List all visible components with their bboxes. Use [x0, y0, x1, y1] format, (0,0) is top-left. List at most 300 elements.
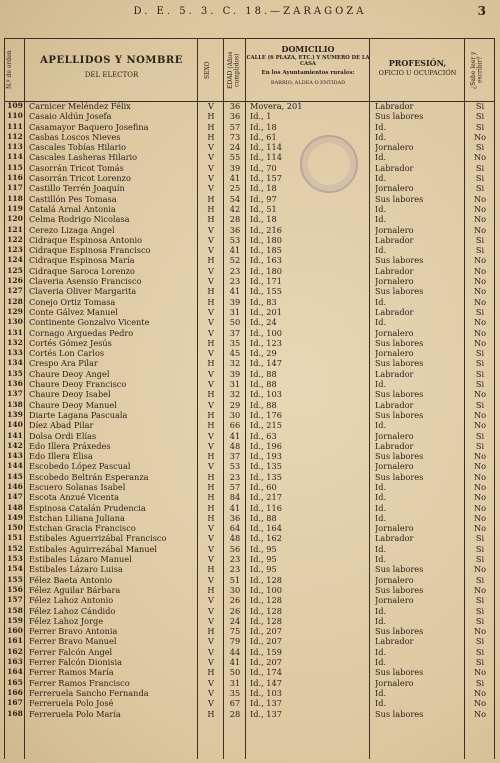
table-row: [5, 297, 495, 307]
row-number: 125: [7, 265, 23, 275]
elector-sex: H: [207, 131, 215, 142]
elector-domicile: Id., 95: [250, 554, 277, 565]
elector-domicile: Id., 61: [250, 131, 277, 142]
elector-domicile: Id., 176: [250, 409, 282, 420]
elector-sex: V: [208, 523, 214, 534]
elector-age: 36: [229, 512, 241, 523]
elector-profession: Jornalero: [375, 595, 414, 606]
row-number: 119: [7, 203, 23, 213]
row-number: 146: [7, 481, 23, 491]
elector-literacy: Si: [475, 348, 485, 359]
elector-age: 41: [229, 657, 241, 668]
row-number: 126: [7, 276, 23, 286]
elector-age: 36: [229, 101, 241, 111]
elector-literacy: No: [473, 286, 487, 297]
table-row: [5, 575, 495, 585]
elector-profession: Sus labores: [375, 286, 424, 297]
row-number: 128: [7, 296, 23, 306]
table-row: [5, 338, 495, 348]
elector-domicile: Id., 128: [250, 605, 282, 616]
elector-sex: H: [207, 286, 215, 297]
elector-age: 44: [229, 646, 241, 657]
elector-literacy: No: [473, 626, 487, 637]
elector-domicile: Id., 60: [250, 481, 277, 492]
table-row: [5, 626, 495, 636]
elector-name: Chaure Deoy Isabel: [29, 389, 111, 400]
elector-name: Escobedo Beltrán Esperanza: [29, 471, 149, 482]
elector-name: Estchan Liliana Juliana: [29, 512, 125, 523]
elector-sex: V: [208, 327, 214, 338]
elector-profession: Jornalero: [375, 677, 414, 688]
elector-age: 56: [229, 543, 241, 554]
elector-profession: Sus labores: [375, 626, 424, 637]
elector-name: Conejo Ortiz Tomasa: [29, 296, 116, 307]
table-row: [5, 152, 495, 162]
elector-profession: Id.: [375, 615, 387, 626]
elector-sex: H: [207, 420, 215, 431]
elector-domicile: Id., 18: [250, 121, 277, 132]
elector-literacy: Si: [475, 173, 485, 184]
elector-literacy: Si: [475, 379, 485, 390]
elector-sex: H: [207, 626, 215, 637]
elector-profession: Id.: [375, 203, 387, 214]
elector-name: Cascales Tobías Hilario: [29, 142, 127, 153]
elector-literacy: No: [473, 265, 487, 276]
elector-domicile: Id., 135: [250, 471, 282, 482]
table-row: [5, 389, 495, 399]
row-number: 151: [7, 533, 23, 543]
elector-name: Casamayor Baquero Josefina: [29, 121, 149, 132]
header-number: N.º de orden: [6, 50, 13, 90]
table-row: [5, 266, 495, 276]
page-header: D. E. 5. 3. C. 18.—ZARAGOZA: [133, 6, 367, 17]
elector-domicile: Id., 97: [250, 193, 277, 204]
elector-literacy: No: [473, 420, 487, 431]
table-row: [5, 492, 495, 502]
elector-sex: H: [207, 203, 215, 214]
elector-age: 35: [229, 687, 241, 698]
elector-profession: Sus labores: [375, 389, 424, 400]
elector-literacy: Si: [475, 234, 485, 245]
elector-age: 41: [229, 245, 241, 256]
elector-literacy: No: [473, 698, 487, 709]
table-row: [5, 636, 495, 646]
row-number: 136: [7, 379, 23, 389]
header-age: EDAD (Años cumplidos): [227, 51, 241, 89]
row-number: 110: [7, 111, 23, 121]
elector-sex: V: [208, 440, 214, 451]
elector-age: 39: [229, 162, 241, 173]
elector-age: 23: [229, 564, 241, 575]
row-number: 130: [7, 317, 23, 327]
elector-literacy: Si: [475, 657, 485, 668]
table-row: [5, 688, 495, 698]
elector-age: 48: [229, 533, 241, 544]
elector-literacy: Si: [475, 430, 485, 441]
elector-sex: V: [208, 615, 214, 626]
elector-sex: H: [207, 255, 215, 266]
elector-sex: V: [208, 636, 214, 647]
elector-name: Félez Aguilar Bárbara: [29, 584, 121, 595]
elector-literacy: No: [473, 502, 487, 513]
elector-domicile: Id., 63: [250, 430, 277, 441]
elector-profession: Sus labores: [375, 584, 424, 595]
table-row: [5, 183, 495, 193]
elector-literacy: No: [473, 389, 487, 400]
elector-sex: V: [208, 183, 214, 194]
elector-sex: V: [208, 276, 214, 287]
elector-domicile: Id., 114: [250, 152, 282, 163]
elector-age: 41: [229, 173, 241, 184]
table-row: [5, 616, 495, 626]
row-number: 116: [7, 173, 23, 183]
elector-age: 73: [229, 131, 241, 142]
elector-literacy: Si: [475, 554, 485, 565]
table-row: [5, 709, 495, 719]
elector-sex: V: [208, 234, 214, 245]
elector-profession: Id.: [375, 687, 387, 698]
elector-profession: Id.: [375, 420, 387, 431]
row-number: 135: [7, 368, 23, 378]
elector-profession: Id.: [375, 512, 387, 523]
table-row: [5, 564, 495, 574]
elector-name: Estibales Aguerrizábal Francisco: [29, 533, 167, 544]
elector-domicile: Id., 147: [250, 677, 282, 688]
elector-profession: Sus labores: [375, 409, 424, 420]
elector-profession: Id.: [375, 657, 387, 668]
elector-name: Estibales Aguirrezábal Manuel: [29, 543, 158, 554]
table-row: [5, 276, 495, 286]
row-number: 137: [7, 389, 23, 399]
table-body: [5, 101, 495, 719]
elector-sex: H: [207, 471, 215, 482]
elector-profession: Id.: [375, 317, 387, 328]
table-row: [5, 698, 495, 708]
elector-domicile: Id., 70: [250, 162, 277, 173]
row-number: 143: [7, 451, 23, 461]
elector-domicile: Id., 29: [250, 348, 277, 359]
elector-name: Díez Abad Pilar: [29, 420, 94, 431]
elector-literacy: No: [473, 214, 487, 225]
elector-profession: Labrador: [375, 399, 414, 410]
elector-age: 26: [229, 605, 241, 616]
elector-profession: Id.: [375, 173, 387, 184]
table-row: [5, 431, 495, 441]
elector-domicile: Id., 147: [250, 358, 282, 369]
elector-profession: Labrador: [375, 265, 414, 276]
elector-domicile: Id., 157: [250, 173, 282, 184]
elector-domicile: Id., 216: [250, 224, 282, 235]
table-row: [5, 461, 495, 471]
elector-table: [4, 38, 495, 759]
elector-domicile: Id., 128: [250, 595, 282, 606]
elector-age: 31: [229, 306, 241, 317]
elector-literacy: No: [473, 317, 487, 328]
elector-age: 31: [229, 379, 241, 390]
table-row: [5, 533, 495, 543]
elector-name: Cortés Lon Carlos: [29, 348, 105, 359]
elector-domicile: Id., 88: [250, 512, 277, 523]
elector-domicile: Id., 116: [250, 502, 282, 513]
elector-domicile: Id., 88: [250, 379, 277, 390]
row-number: 142: [7, 440, 23, 450]
elector-age: 26: [229, 595, 241, 606]
elector-sex: V: [208, 677, 214, 688]
header-name-title: APELLIDOS Y NOMBRE: [40, 55, 183, 66]
elector-sex: V: [208, 574, 214, 585]
elector-profession: Jornalero: [375, 461, 414, 472]
elector-literacy: No: [473, 461, 487, 472]
elector-domicile: Id., 95: [250, 564, 277, 575]
table-row: [5, 451, 495, 461]
elector-age: 24: [229, 615, 241, 626]
elector-name: Estibales Lázaro Manuel: [29, 554, 132, 565]
elector-profession: Id.: [375, 379, 387, 390]
row-number: 120: [7, 214, 23, 224]
elector-name: Ferrer Falcón Angel: [29, 646, 113, 657]
table-row: [5, 678, 495, 688]
elector-sex: V: [208, 399, 214, 410]
elector-profession: Sus labores: [375, 451, 424, 462]
elector-sex: H: [207, 492, 215, 503]
elector-profession: Sus labores: [375, 358, 424, 369]
elector-profession: Id.: [375, 481, 387, 492]
elector-sex: V: [208, 162, 214, 173]
elector-sex: V: [208, 646, 214, 657]
row-number: 168: [7, 708, 23, 718]
elector-age: 28: [229, 214, 241, 225]
elector-age: 53: [229, 461, 241, 472]
header-domicile-rural: En los Ayuntamientos rurales:: [261, 70, 355, 76]
table-row: [5, 606, 495, 616]
elector-name: Félez Lahoz Cándido: [29, 605, 116, 616]
elector-sex: H: [207, 337, 215, 348]
elector-profession: Id.: [375, 543, 387, 554]
row-number: 155: [7, 574, 23, 584]
elector-sex: H: [207, 584, 215, 595]
elector-profession: Sus labores: [375, 337, 424, 348]
elector-age: 29: [229, 399, 241, 410]
elector-name: Ferreruela Polo María: [29, 708, 121, 719]
elector-sex: V: [208, 265, 214, 276]
elector-sex: V: [208, 605, 214, 616]
elector-domicile: Id., 95: [250, 543, 277, 554]
row-number: 113: [7, 142, 23, 152]
header-profession-title: PROFESIÓN,: [388, 58, 447, 68]
row-number: 147: [7, 492, 23, 502]
row-number: 131: [7, 327, 23, 337]
elector-domicile: Id., 123: [250, 337, 282, 348]
elector-age: 52: [229, 255, 241, 266]
elector-literacy: No: [473, 296, 487, 307]
elector-profession: Id.: [375, 296, 387, 307]
elector-age: 54: [229, 193, 241, 204]
elector-profession: Id.: [375, 245, 387, 256]
elector-literacy: No: [473, 492, 487, 503]
elector-domicile: Id., 164: [250, 523, 282, 534]
elector-profession: Id.: [375, 121, 387, 132]
elector-literacy: Si: [475, 543, 485, 554]
elector-name: Chaure Deoy Angel: [29, 368, 110, 379]
elector-domicile: Id., 100: [250, 584, 282, 595]
elector-domicile: Id., 207: [250, 626, 282, 637]
elector-age: 42: [229, 203, 241, 214]
elector-age: 35: [229, 337, 241, 348]
elector-sex: H: [207, 409, 215, 420]
elector-name: Ferreruela Polo José: [29, 698, 114, 709]
table-row: [5, 482, 495, 492]
elector-name: Cidraque Espinosa María: [29, 255, 135, 266]
elector-domicile: Id., 100: [250, 327, 282, 338]
row-number: 124: [7, 255, 23, 265]
elector-profession: Jornalero: [375, 348, 414, 359]
elector-age: 23: [229, 471, 241, 482]
elector-domicile: Id., 196: [250, 440, 282, 451]
elector-domicile: Id., 128: [250, 574, 282, 585]
elector-profession: Sus labores: [375, 471, 424, 482]
row-number: 163: [7, 657, 23, 667]
elector-domicile: Id., 135: [250, 461, 282, 472]
elector-name: Carnicer Meléndez Félix: [29, 101, 131, 111]
elector-sex: V: [208, 595, 214, 606]
elector-profession: Id.: [375, 131, 387, 142]
elector-sex: V: [208, 698, 214, 709]
elector-name: Escota Anzué Vicenta: [29, 492, 119, 503]
elector-name: Casorrán Tricot Lorenzo: [29, 173, 131, 184]
row-number: 162: [7, 646, 23, 656]
row-number: 152: [7, 543, 23, 553]
table-row: [5, 225, 495, 235]
elector-literacy: Si: [475, 533, 485, 544]
elector-age: 28: [229, 708, 241, 719]
elector-age: 25: [229, 183, 241, 194]
table-header: [5, 39, 495, 102]
table-row: [5, 173, 495, 183]
table-row: [5, 132, 495, 142]
elector-literacy: Si: [475, 101, 485, 111]
elector-sex: V: [208, 306, 214, 317]
elector-profession: Jornalero: [375, 574, 414, 585]
elector-profession: Sus labores: [375, 708, 424, 719]
row-number: 161: [7, 636, 23, 646]
elector-profession: Labrador: [375, 234, 414, 245]
elector-name: Dolsa Ordi Elías: [29, 430, 97, 441]
elector-sex: V: [208, 101, 214, 111]
elector-sex: H: [207, 358, 215, 369]
table-row: [5, 235, 495, 245]
elector-name: Cidraque Saroca Lorenzo: [29, 265, 135, 276]
elector-name: Ferreruela Sancho Fernanda: [29, 687, 149, 698]
elector-domicile: Id., 88: [250, 368, 277, 379]
table-row: [5, 245, 495, 255]
elector-literacy: No: [473, 481, 487, 492]
row-number: 167: [7, 698, 23, 708]
elector-age: 41: [229, 502, 241, 513]
header-domicile-street: CALLE (6 PLAZA, ETC.) Y NÚMERO DE LA CASA: [246, 55, 370, 67]
elector-name: Claveria Oliver Margarita: [29, 286, 137, 297]
elector-profession: Labrador: [375, 440, 414, 451]
elector-sex: H: [207, 111, 215, 122]
table-row: [5, 214, 495, 224]
row-number: 127: [7, 286, 23, 296]
elector-age: 53: [229, 234, 241, 245]
elector-profession: Id.: [375, 502, 387, 513]
elector-literacy: No: [473, 512, 487, 523]
elector-domicile: Id., 193: [250, 451, 282, 462]
table-row: [5, 595, 495, 605]
elector-sex: H: [207, 564, 215, 575]
elector-sex: V: [208, 317, 214, 328]
elector-literacy: Si: [475, 306, 485, 317]
elector-age: 45: [229, 348, 241, 359]
elector-name: Escuero Solanas Isabel: [29, 481, 126, 492]
elector-age: 32: [229, 389, 241, 400]
elector-name: Cidraque Espinosa Francisco: [29, 245, 151, 256]
elector-literacy: No: [473, 152, 487, 163]
elector-literacy: Si: [475, 605, 485, 616]
elector-literacy: Si: [475, 245, 485, 256]
elector-name: Claveria Asensio Francisco: [29, 276, 142, 287]
table-row: [5, 317, 495, 327]
elector-age: 23: [229, 554, 241, 565]
elector-literacy: No: [473, 337, 487, 348]
elector-sex: H: [207, 667, 215, 678]
elector-name: Chaure Deoy Manuel: [29, 399, 117, 410]
elector-sex: H: [207, 121, 215, 132]
elector-literacy: Si: [475, 183, 485, 194]
elector-name: Cidraque Espinosa Antonio: [29, 234, 143, 245]
elector-literacy: Si: [475, 121, 485, 132]
elector-domicile: Id., 137: [250, 698, 282, 709]
elector-domicile: Id., 83: [250, 296, 277, 307]
elector-domicile: Id., 171: [250, 276, 282, 287]
elector-literacy: Si: [475, 399, 485, 410]
elector-profession: Jornalero: [375, 523, 414, 534]
row-number: 160: [7, 626, 23, 636]
elector-name: Casbas Loscos Nieves: [29, 131, 121, 142]
elector-domicile: Id., 174: [250, 667, 282, 678]
row-number: 123: [7, 245, 23, 255]
elector-profession: Labrador: [375, 533, 414, 544]
elector-sex: H: [207, 481, 215, 492]
row-number: 109: [7, 101, 23, 110]
elector-sex: V: [208, 379, 214, 390]
elector-profession: Labrador: [375, 368, 414, 379]
table-row: [5, 554, 495, 564]
elector-name: Casaio Aldún Josefa: [29, 111, 112, 122]
elector-age: 57: [229, 121, 241, 132]
elector-age: 57: [229, 481, 241, 492]
row-number: 112: [7, 131, 23, 141]
elector-name: Celma Rodrigo Nicolasa: [29, 214, 130, 225]
elector-profession: Id.: [375, 492, 387, 503]
elector-profession: Jornalero: [375, 142, 414, 153]
row-number: 139: [7, 409, 23, 419]
elector-profession: Jornalero: [375, 430, 414, 441]
header-name-subtitle: DEL ELECTOR: [84, 71, 139, 79]
elector-literacy: No: [473, 584, 487, 595]
elector-domicile: Id., 88: [250, 399, 277, 410]
elector-profession: Jornalero: [375, 224, 414, 235]
elector-sex: H: [207, 296, 215, 307]
row-number: 118: [7, 193, 23, 203]
table-row: [5, 307, 495, 317]
elector-domicile: Id., 215: [250, 420, 282, 431]
table-row: [5, 585, 495, 595]
elector-domicile: Id., 162: [250, 533, 282, 544]
table-row: [5, 513, 495, 523]
elector-literacy: No: [473, 667, 487, 678]
